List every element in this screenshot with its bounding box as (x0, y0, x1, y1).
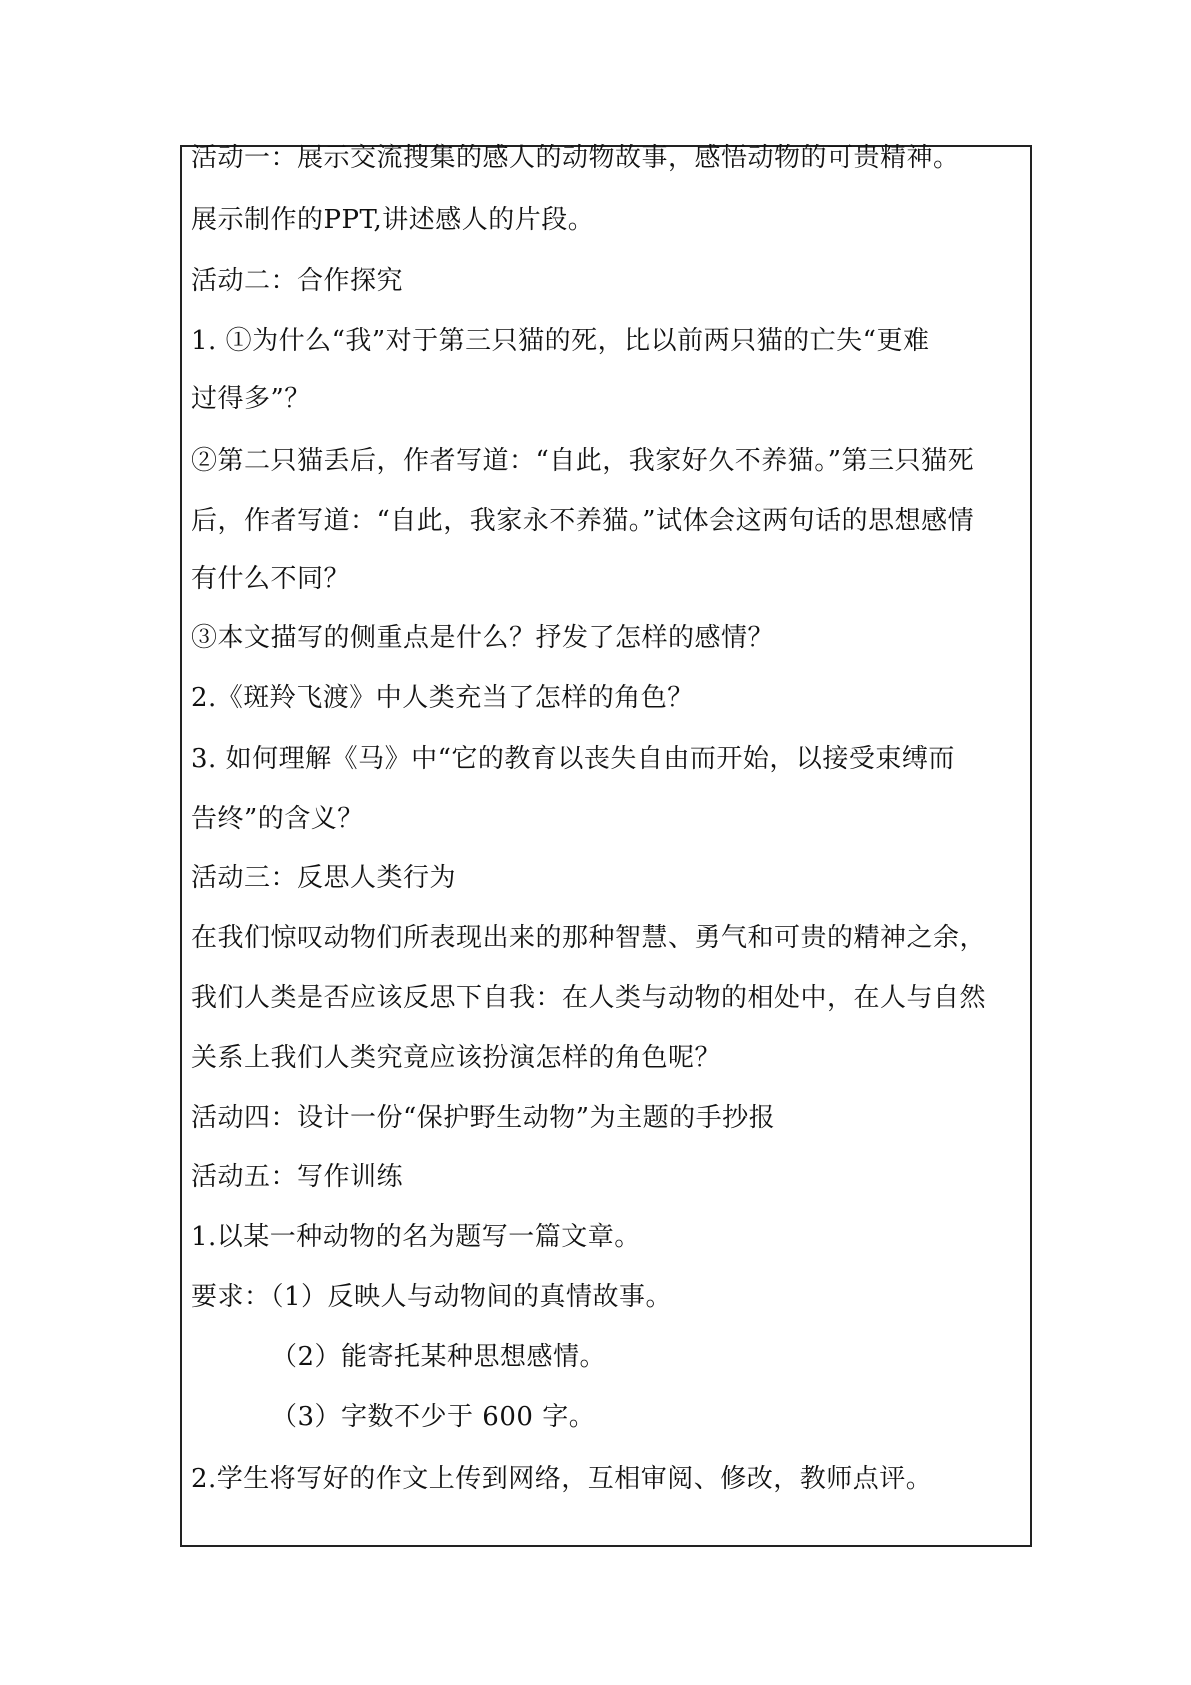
requirement-2: （2）能寄托某种思想感情。 (271, 1342, 607, 1372)
question-3-line-1: 3. 如何理解《马》中“它的教育以丧失自由而开始，以接受束缚而 (191, 744, 955, 774)
writing-task-2: 2.学生将写好的作文上传到网络，互相审阅、修改，教师点评。 (191, 1464, 933, 1494)
question-1a-line-1: 1. ①为什么“我”对于第三只猫的死，比以前两只猫的亡失“更难 (191, 326, 930, 356)
activity-one-text: 展示制作的PPT,讲述感人的片段。 (191, 205, 595, 235)
requirement-3: （3）字数不少于 600 字。 (271, 1402, 596, 1432)
question-1a-line-2: 过得多”？ (191, 384, 311, 414)
activity-three-text-line-2: 我们人类是否应该反思下自我：在人类与动物的相处中，在人与自然 (191, 983, 987, 1013)
question-1b-line-1: ②第二只猫丢后，作者写道：“自此，我家好久不养猫。”第三只猫死 (191, 446, 975, 476)
question-1b-line-2: 后，作者写道：“自此，我家永不养猫。”试体会这两句话的思想感情 (191, 506, 975, 536)
question-3-line-2: 告终”的含义？ (191, 804, 364, 834)
question-1b-line-3: 有什么不同？ (191, 564, 351, 594)
activity-five-heading: 活动五：写作训练 (191, 1162, 404, 1192)
activity-three-text-line-3: 关系上我们人类究竟应该扮演怎样的角色呢？ (191, 1043, 722, 1073)
activity-two-heading: 活动二：合作探究 (191, 266, 404, 296)
question-2: 2.《斑羚飞渡》中人类充当了怎样的角色？ (191, 683, 694, 713)
activity-three-text-line-1: 在我们惊叹动物们所表现出来的那种智慧、勇气和可贵的精神之余， (191, 923, 987, 953)
question-1c: ③本文描写的侧重点是什么？抒发了怎样的感情？ (191, 623, 775, 653)
activity-four-heading: 活动四：设计一份“保护野生动物”为主题的手抄报 (191, 1103, 776, 1133)
requirement-1: 要求：（1）反映人与动物间的真情故事。 (191, 1282, 673, 1312)
activity-three-heading: 活动三：反思人类行为 (191, 863, 457, 893)
activity-one-heading: 活动一：展示交流搜集的感人的动物故事，感悟动物的可贵精神。 (191, 143, 960, 173)
writing-task-1: 1.以某一种动物的名为题写一篇文章。 (191, 1222, 641, 1252)
